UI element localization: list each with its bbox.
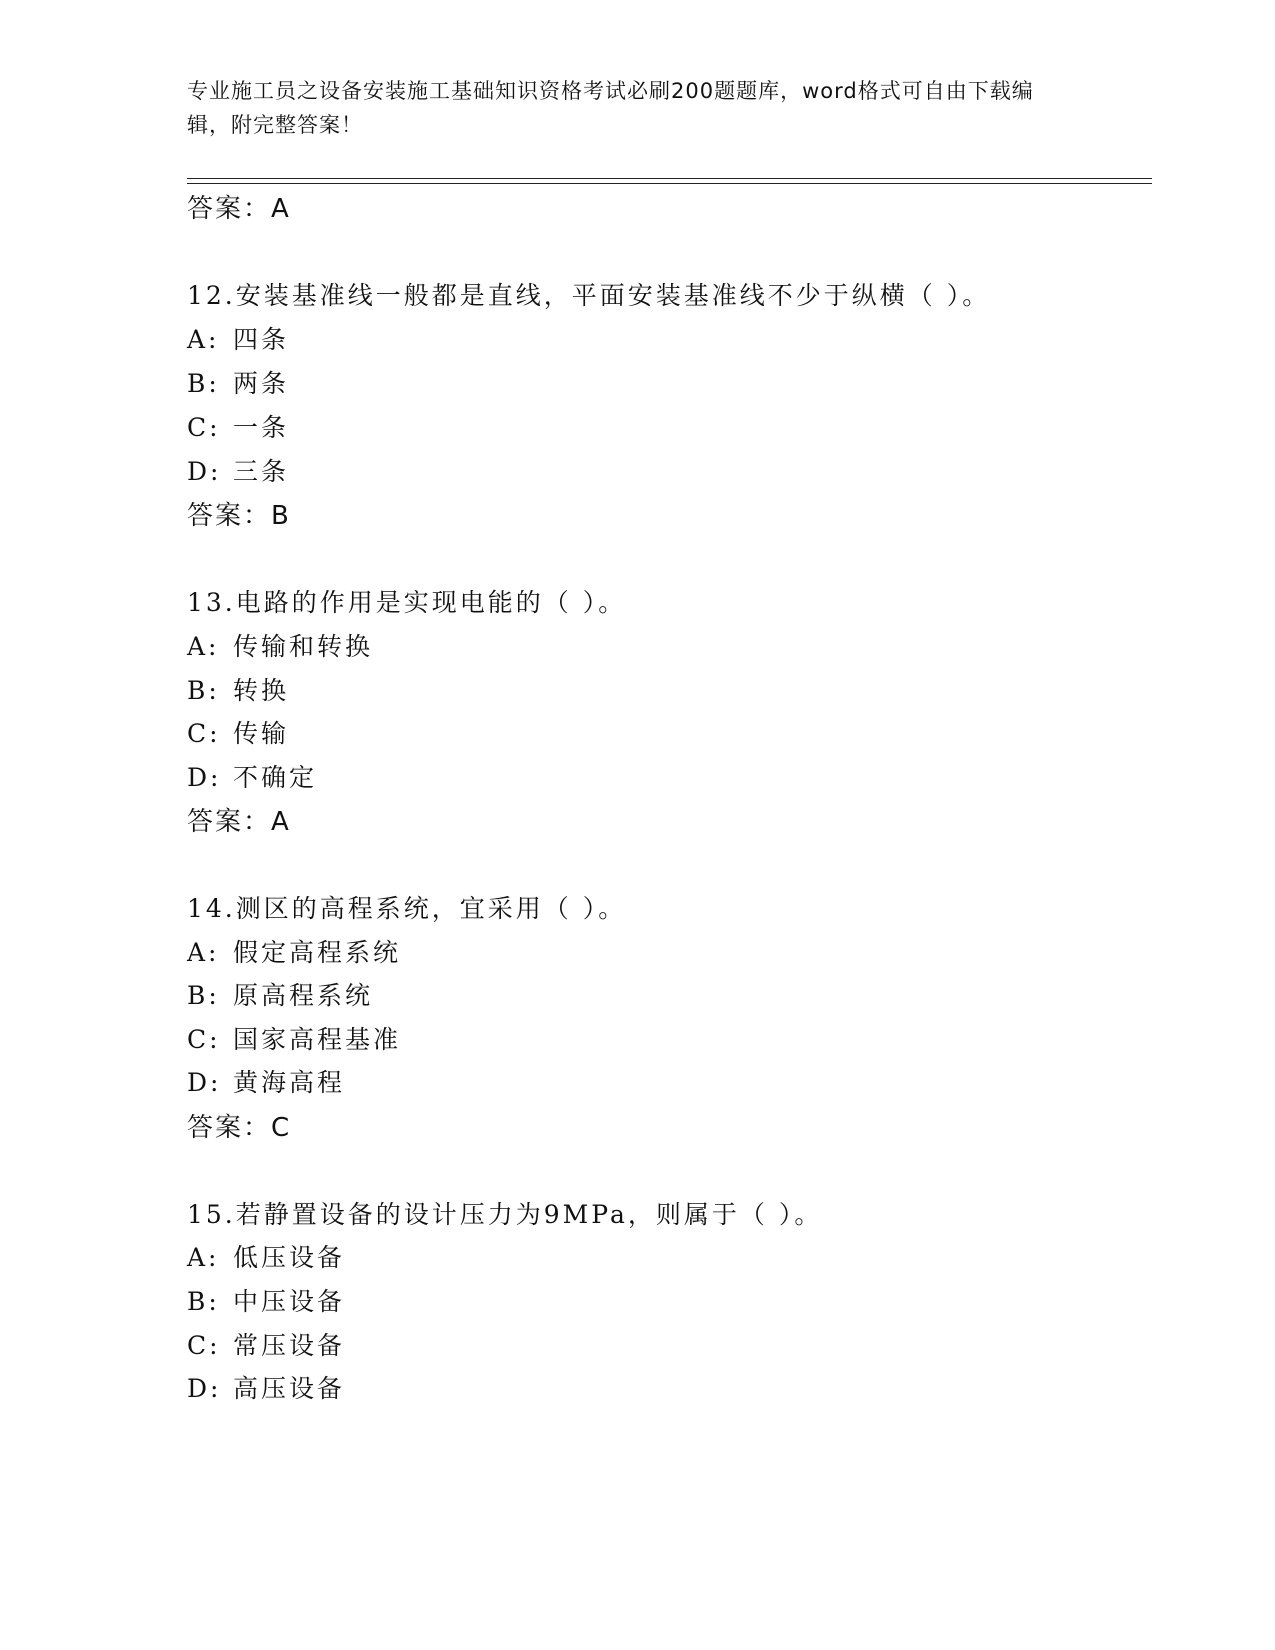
option-text: 高压设备 <box>233 1374 346 1403</box>
option-text: 原高程系统 <box>233 981 374 1010</box>
option-text: 两条 <box>233 369 290 398</box>
option-text: 低压设备 <box>233 1243 346 1272</box>
question-answer <box>187 495 290 532</box>
option-text: 三条 <box>233 457 290 486</box>
header-divider-top <box>187 178 1152 179</box>
option-letter: A: <box>187 325 220 354</box>
option-a <box>187 320 289 356</box>
document-header: 专业施工员之设备安装施工基础知识资格考试必刷200题题库，word格式可自由下载编辑，附完整答案！ <box>187 79 1034 137</box>
header-divider-bottom <box>187 183 1152 184</box>
option-text: 一条 <box>233 413 290 442</box>
option-letter: D: <box>187 457 222 486</box>
option-d <box>187 452 289 488</box>
option-c <box>187 714 289 750</box>
answer-value: C <box>271 1113 291 1143</box>
question-answer <box>187 1107 290 1144</box>
option-letter: D: <box>187 1374 222 1403</box>
option-letter: D: <box>187 1068 222 1097</box>
option-letter: A: <box>187 938 220 967</box>
option-b <box>187 976 373 1012</box>
question-stem: 14.测区的高程系统，宜采用（ ）。 <box>187 894 627 923</box>
option-c <box>187 1326 345 1362</box>
answer-label: 答案： <box>187 501 272 531</box>
option-letter: C: <box>187 413 221 442</box>
answer-value: A <box>271 807 290 837</box>
option-letter: B: <box>187 1287 220 1316</box>
option-b <box>187 364 289 400</box>
option-d <box>187 758 317 794</box>
option-letter: C: <box>187 1025 221 1054</box>
previous-answer <box>187 188 290 225</box>
answer-label: 答案： <box>187 194 272 224</box>
option-c <box>187 408 289 444</box>
option-b <box>187 1282 345 1318</box>
question-stem: 12.安装基准线一般都是直线，平面安装基准线不少于纵横（ ）。 <box>187 281 991 310</box>
option-text: 传输和转换 <box>233 632 374 661</box>
option-text: 黄海高程 <box>233 1068 346 1097</box>
option-b <box>187 671 289 707</box>
option-text: 假定高程系统 <box>233 938 402 967</box>
answer-value: A <box>271 194 290 224</box>
option-d <box>187 1369 345 1405</box>
option-c <box>187 1020 401 1056</box>
option-a <box>187 1238 345 1274</box>
answer-label: 答案： <box>187 1113 272 1143</box>
option-letter: B: <box>187 676 220 705</box>
question-stem: 15.若静置设备的设计压力为9MPa，则属于（ ）。 <box>187 1200 823 1229</box>
question-answer <box>187 801 290 838</box>
option-text: 中压设备 <box>233 1287 346 1316</box>
option-a <box>187 627 373 663</box>
option-text: 不确定 <box>233 763 318 792</box>
option-letter: C: <box>187 1331 221 1360</box>
option-letter: B: <box>187 981 220 1010</box>
option-d <box>187 1063 345 1099</box>
option-text: 国家高程基准 <box>233 1025 402 1054</box>
option-text: 四条 <box>233 325 290 354</box>
question-stem: 13.电路的作用是实现电能的（ ）。 <box>187 588 627 617</box>
option-text: 常压设备 <box>233 1331 346 1360</box>
option-letter: A: <box>187 632 220 661</box>
option-text: 传输 <box>233 719 290 748</box>
option-a <box>187 933 401 969</box>
option-letter: D: <box>187 763 222 792</box>
option-letter: A: <box>187 1243 220 1272</box>
answer-label: 答案： <box>187 807 272 837</box>
option-letter: C: <box>187 719 221 748</box>
option-letter: B: <box>187 369 220 398</box>
answer-value: B <box>271 501 290 531</box>
option-text: 转换 <box>233 676 290 705</box>
